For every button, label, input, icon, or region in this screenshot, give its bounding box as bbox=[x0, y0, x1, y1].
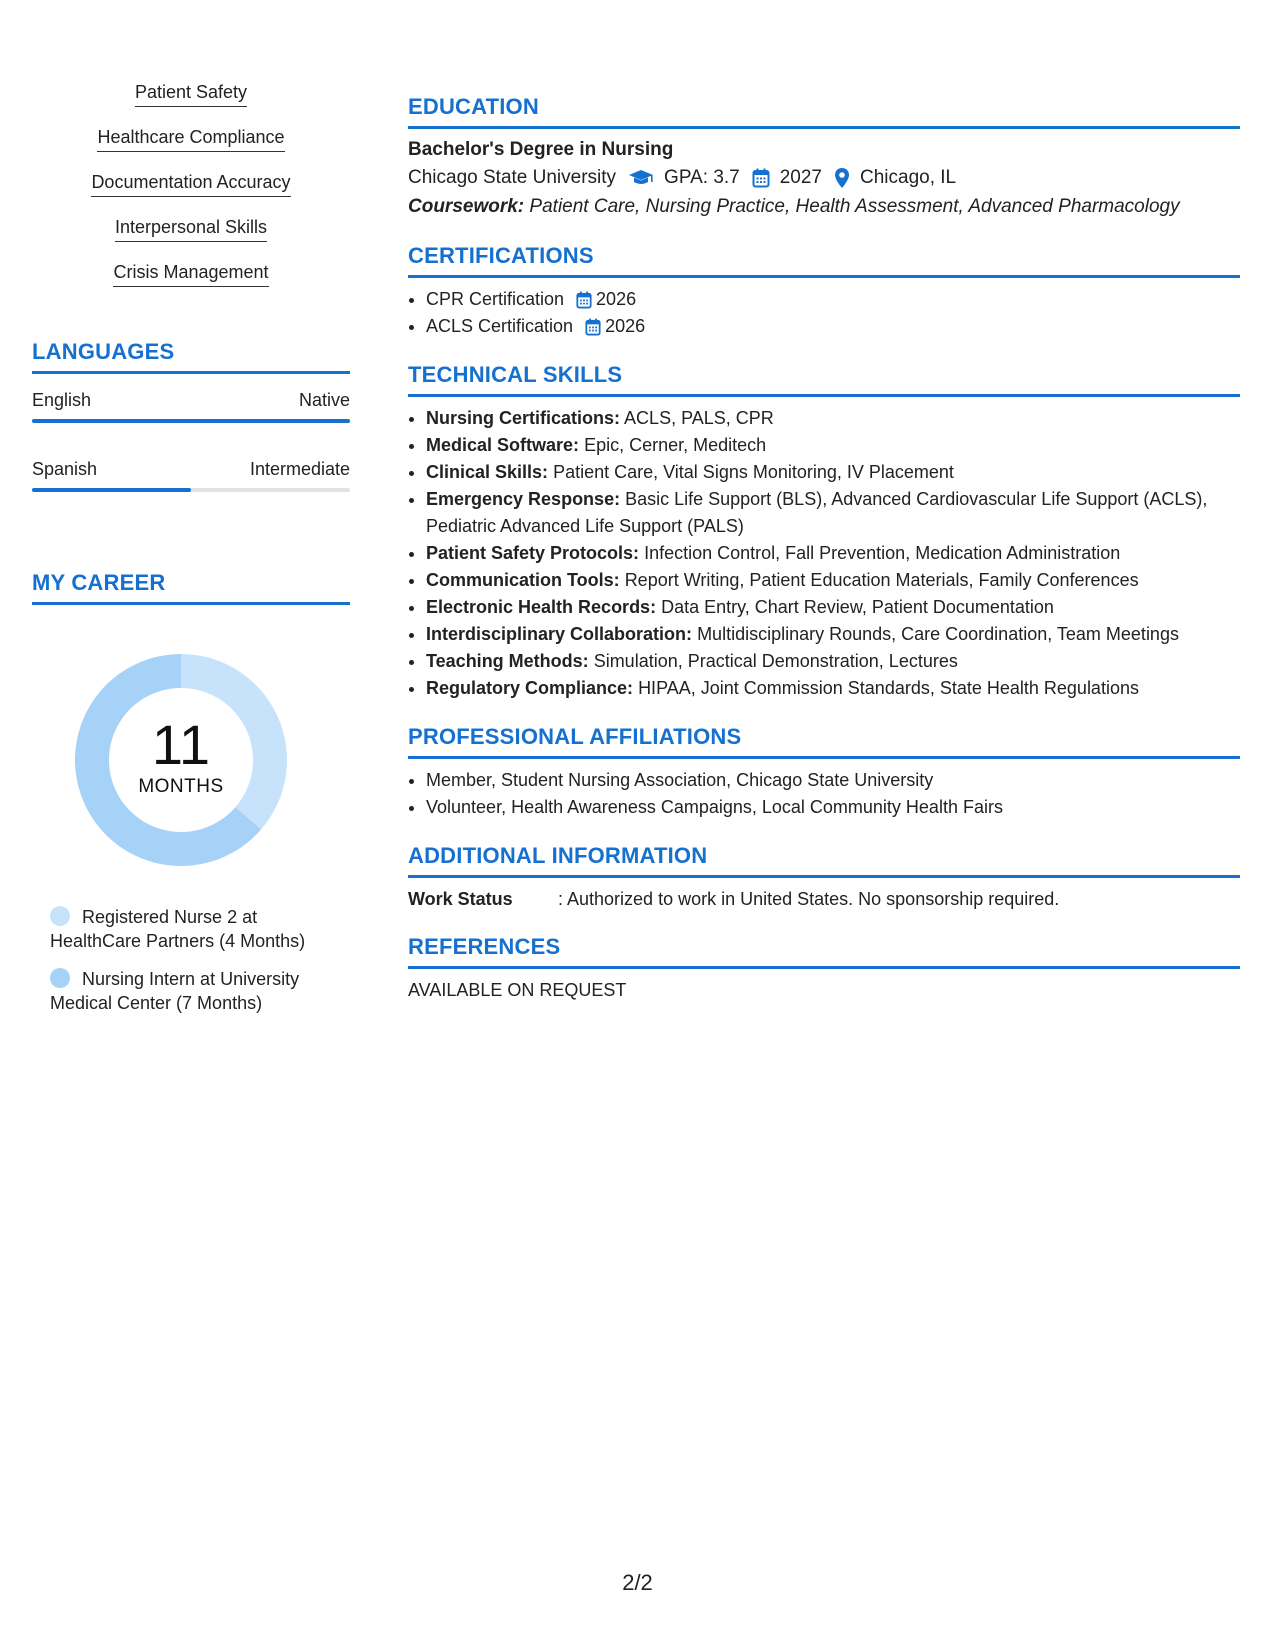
legend-label: Registered Nurse 2 at HealthCare Partners (4 Months) bbox=[50, 907, 306, 951]
work-status-value: : Authorized to work in United States. No sponsorship required. bbox=[558, 889, 1060, 909]
languages-section bbox=[32, 339, 350, 492]
technical-skills-title: TECHNICAL SKILLS bbox=[408, 362, 1240, 397]
language-bar-fill bbox=[32, 488, 191, 492]
references-section bbox=[408, 934, 1240, 1003]
language-bar bbox=[32, 488, 350, 492]
legend-item bbox=[50, 967, 340, 1015]
coursework bbox=[408, 193, 1240, 221]
additional-info-title: ADDITIONAL INFORMATION bbox=[408, 843, 1240, 878]
skill-value: ACLS, PALS, CPR bbox=[624, 408, 774, 428]
skill-label: Clinical Skills: bbox=[426, 462, 549, 482]
language-bar-fill bbox=[32, 419, 350, 423]
list-item: • Volunteer, Health Awareness Campaigns, Local Community Health Fairs bbox=[426, 794, 1240, 821]
career-legend bbox=[32, 905, 350, 1015]
coursework-label: Coursework: bbox=[408, 196, 525, 217]
skill-value: Infection Control, Fall Prevention, Medication Administration bbox=[644, 543, 1121, 563]
skill-value: Report Writing, Patient Education Materials, Family Conferences bbox=[624, 570, 1139, 590]
language-name: Spanish bbox=[32, 459, 98, 479]
references-title: REFERENCES bbox=[408, 934, 1240, 969]
languages-title: LANGUAGES bbox=[32, 339, 350, 374]
skill-item: Patient Safety bbox=[135, 80, 247, 107]
skill-label: Teaching Methods: bbox=[426, 651, 589, 671]
list-item bbox=[426, 432, 1240, 459]
page-number: 2/2 bbox=[622, 1570, 653, 1595]
skill-label: Patient Safety Protocols: bbox=[426, 543, 640, 563]
list-item bbox=[426, 594, 1240, 621]
language-level: Native bbox=[298, 390, 350, 410]
career-section bbox=[32, 570, 350, 1015]
skills-list bbox=[32, 80, 350, 305]
skill-label: Nursing Certifications: bbox=[426, 408, 621, 428]
left-column bbox=[32, 80, 350, 1029]
legend-label: Nursing Intern at University Medical Center (7 Months) bbox=[50, 969, 300, 1013]
list-item bbox=[426, 567, 1240, 594]
list-item bbox=[426, 621, 1240, 648]
work-status-label: Work Status bbox=[408, 889, 513, 909]
skill-value: Patient Care, Vital Signs Monitoring, IV Placement bbox=[553, 462, 954, 482]
references-text: AVAILABLE ON REQUEST bbox=[408, 980, 627, 1000]
skill-label: Regulatory Compliance: bbox=[426, 678, 634, 698]
language-row bbox=[32, 457, 350, 492]
location: Chicago, IL bbox=[860, 167, 957, 188]
skill-label: Communication Tools: bbox=[426, 570, 620, 590]
school-name: Chicago State University bbox=[408, 167, 617, 188]
list-item bbox=[426, 405, 1240, 432]
calendar-icon bbox=[585, 318, 601, 336]
skill-label: Emergency Response: bbox=[426, 489, 621, 509]
skill-item: Healthcare Compliance bbox=[97, 125, 284, 152]
list-item bbox=[426, 675, 1240, 702]
skill-value: Simulation, Practical Demonstration, Lectures bbox=[593, 651, 958, 671]
list-item bbox=[426, 486, 1240, 540]
certification-year: 2026 bbox=[605, 316, 646, 336]
certifications-section bbox=[408, 243, 1240, 340]
skill-label: Interdisciplinary Collaboration: bbox=[426, 624, 693, 644]
career-total: 11 bbox=[151, 713, 211, 776]
skill-value: Epic, Cerner, Meditech bbox=[584, 435, 767, 455]
skill-item: Interpersonal Skills bbox=[115, 215, 267, 242]
degree-title: Bachelor's Degree in Nursing bbox=[408, 139, 674, 160]
certification-name: • CPR Certification bbox=[426, 289, 565, 309]
graduation-year: 2027 bbox=[779, 167, 823, 188]
education-section bbox=[408, 94, 1240, 221]
skill-value: Multidisciplinary Rounds, Care Coordination, Team Meetings bbox=[697, 624, 1179, 644]
list-item: • Member, Student Nursing Association, Chicago State University bbox=[426, 767, 1240, 794]
education-title: EDUCATION bbox=[408, 94, 1240, 129]
skill-label: Electronic Health Records: bbox=[426, 597, 657, 617]
list-item bbox=[426, 540, 1240, 567]
certifications-title: CERTIFICATIONS bbox=[408, 243, 1240, 278]
skill-value: Basic Life Support (BLS), Advanced Cardiovascular Life Support (ACLS), Pediatric Advanced Life Support (PALS) bbox=[426, 489, 1208, 536]
education-meta bbox=[408, 163, 1240, 193]
coursework-text: Patient Care, Nursing Practice, Health Assessment, Advanced Pharmacology bbox=[529, 196, 1180, 217]
language-bar bbox=[32, 419, 350, 423]
list-item bbox=[426, 459, 1240, 486]
graduation-cap-icon bbox=[628, 169, 654, 187]
skill-value: HIPAA, Joint Commission Standards, State Health Regulations bbox=[638, 678, 1139, 698]
skill-label: Medical Software: bbox=[426, 435, 580, 455]
affiliations-title: PROFESSIONAL AFFILIATIONS bbox=[408, 724, 1240, 759]
gpa: GPA: 3.7 bbox=[664, 167, 740, 188]
location-pin-icon bbox=[834, 167, 850, 189]
language-row bbox=[32, 388, 350, 423]
career-unit: MONTHS bbox=[138, 776, 224, 797]
list-item bbox=[426, 286, 1240, 313]
affiliations-section bbox=[408, 724, 1240, 821]
technical-skills-section bbox=[408, 362, 1240, 702]
language-name: English bbox=[32, 390, 92, 410]
career-donut-chart bbox=[66, 645, 296, 875]
legend-dot bbox=[50, 906, 70, 926]
calendar-icon bbox=[752, 168, 770, 188]
calendar-icon bbox=[576, 291, 592, 309]
skill-item: Documentation Accuracy bbox=[91, 170, 290, 197]
skill-item: Crisis Management bbox=[113, 260, 268, 287]
career-title: MY CAREER bbox=[32, 570, 350, 605]
certification-name: • ACLS Certification bbox=[426, 316, 574, 336]
certification-year: 2026 bbox=[596, 289, 637, 309]
right-column bbox=[408, 94, 1240, 1025]
skill-value: Data Entry, Chart Review, Patient Documentation bbox=[661, 597, 1054, 617]
legend-dot bbox=[50, 968, 70, 988]
language-level: Intermediate bbox=[249, 459, 350, 479]
list-item bbox=[426, 313, 1240, 340]
list-item bbox=[426, 648, 1240, 675]
legend-item bbox=[50, 905, 340, 953]
additional-info-section bbox=[408, 843, 1240, 912]
